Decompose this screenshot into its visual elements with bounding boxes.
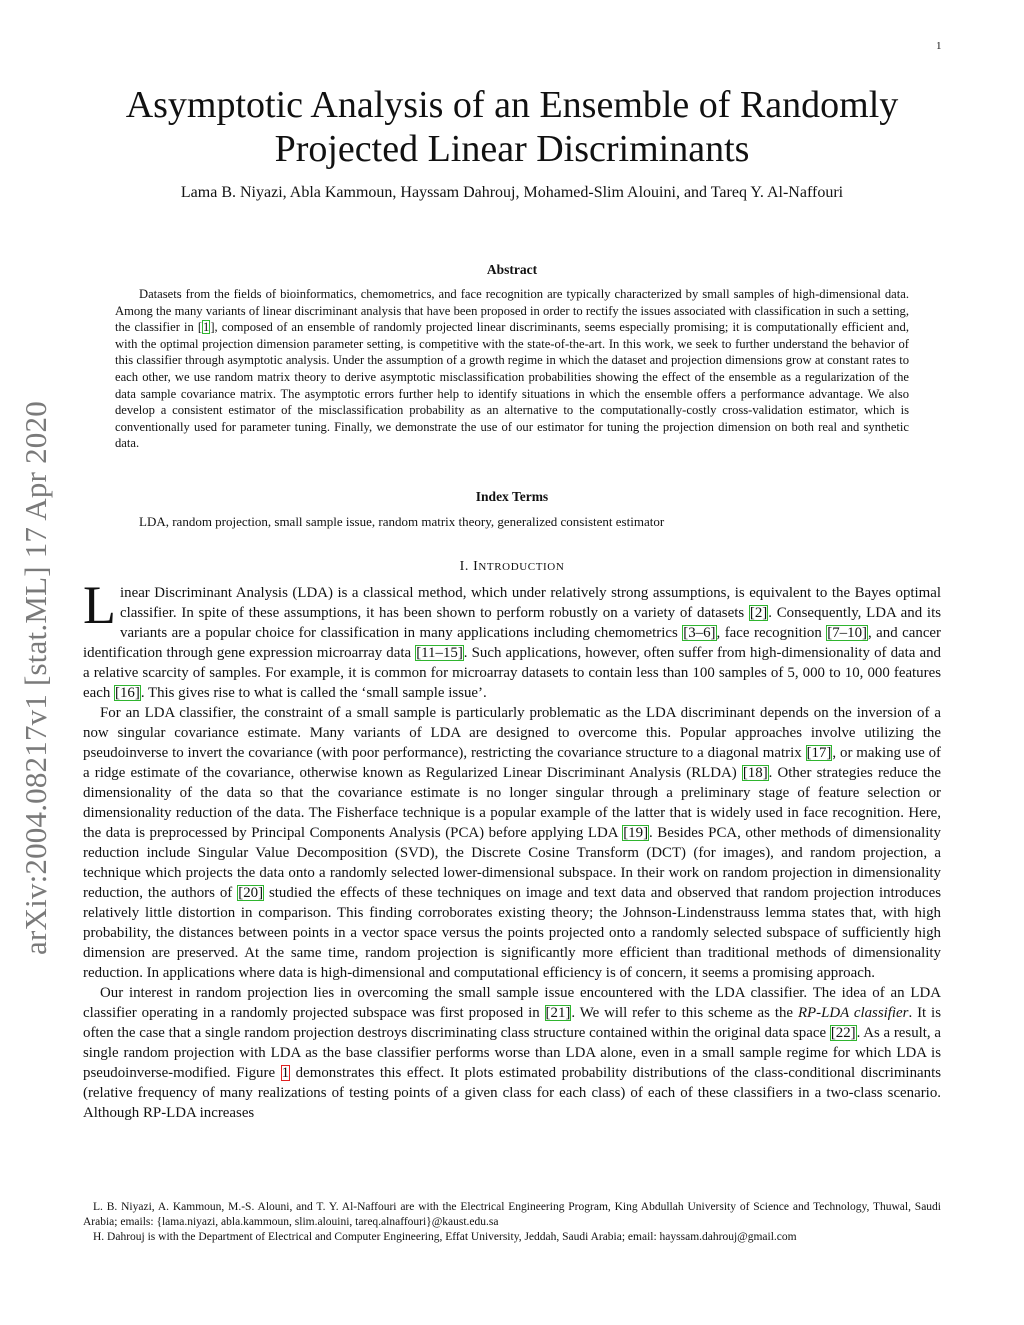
intro-paragraph-1 xyxy=(83,575,942,703)
drop-cap: L xyxy=(83,575,116,635)
index-terms-heading: Index Terms xyxy=(475,489,549,504)
footnote-affiliation-1: L. B. Niyazi, A. Kammoun, M.-S. Alouni, and T. Y. Al-Naffouri are with the Electrical Engineering Program, King Abdullah University of Science and Technology, Thuwal, Saudi Arabia; emails: {lama.niyazi, abla.kammoun, slim.alouini, tareq.alnaffouri}@kaust.edu.sa xyxy=(83,1201,941,1228)
citation-link[interactable]: [17] xyxy=(806,745,832,761)
citation-link[interactable]: 1 xyxy=(203,320,210,335)
arxiv-identifier-stamp[interactable]: arXiv:2004.08217v1 [stat.ML] 17 Apr 2020 xyxy=(18,401,53,955)
abstract-text-part: ], composed of an ensemble of randomly projected linear discriminants, seems especially promising; it is computationally efficient and, with the optimal projection dimension parameter setting, is competitive with the state-of-the-art. In this work, we seek to further understand the behavior of this classifier through asymptotic analysis. Under the assumption of a growth regime in which the dataset and projection dimensions grow at constant rates to each other, we use random matrix theory to derive asymptotic misclassification probabilities showing the effect of the ensemble as a regularization of the data sample covariance matrix. The asymptotic errors further help to identify situations in which the ensemble offers a performance advantage. We also develop a consistent estimator of the misclassification probability as an alternative to the computationally-costly cross-validation estimator, which is conventionally used for parameter tuning. Finally, we demonstrate the use of our estimator for tuning the projection dimension on both real and synthetic data. xyxy=(115,320,909,451)
intro-paragraph-3 xyxy=(83,983,941,1123)
paragraph-text: Our interest in random projection lies in overcoming the small sample issue encountered with the LDA classifier. The idea of an LDA classifier operating in a randomly projected subspace was first proposed in xyxy=(83,985,941,1021)
title-line-2: Projected Linear Discriminants xyxy=(274,128,750,170)
citation-link[interactable]: [3–6] xyxy=(683,625,716,641)
paragraph-text: . Such applications, however, often suffer from high-dimensionality of data and a relative scarcity of samples. For example, it is common for microarray datasets to contain less than 100 samples of 5, 000 to 10, 000 features each xyxy=(83,645,941,701)
paragraph-text: For an LDA classifier, the constraint of a small sample is particularly problematic as the LDA discriminant depends on the inversion of a now singular covariance estimate. Many variants of LDA are designed to overcome this. Popular approaches involve utilizing the pseudoinverse to invert the covariance (with poor performance), restricting the covariance structure to a diagonal matrix xyxy=(83,705,941,761)
citation-link[interactable]: [21] xyxy=(545,1005,571,1021)
emphasized-term: RP-LDA classifier xyxy=(797,1005,909,1021)
citation-link[interactable]: [11–15] xyxy=(416,645,463,661)
intro-paragraph-2 xyxy=(83,703,941,983)
citation-link[interactable]: [20] xyxy=(238,885,264,901)
title-line-1: Asymptotic Analysis of an Ensemble of Randomly xyxy=(125,84,899,126)
abstract-body xyxy=(115,286,909,452)
paragraph-text: . It is often the case that a single random projection destroys discriminating class structure contained within the original data space xyxy=(83,1005,941,1041)
section-head-smallcaps: NTRODUCTION xyxy=(478,561,565,573)
paragraph-text: . Other strategies reduce the dimensionality of the data so that the covariance estimate is no longer singular through a preliminary stage of feature selection or dimensionality reduction of the data. The Fisherface technique is a popular example of the latter that is widely used in face recognition. Here, the data is preprocessed by Principal Components Analysis (PCA) before applying LDA xyxy=(83,765,941,841)
page-number: 1 xyxy=(936,40,942,52)
footnotes xyxy=(83,1200,941,1245)
paragraph-text: inear Discriminant Analysis (LDA) is a classical method, which under relatively strong assumptions, is equivalent to the Bayes optimal classifier. In spite of these assumptions, it has been shown to perform robustly on a variety of datasets xyxy=(120,585,941,621)
paragraph-text: demonstrates this effect. It plots estimated probability distributions of the class-conditional discriminants (relative frequency of many realizations of testing points of a given class for each class) of each of these classifiers in a two-class scenario. Although RP-LDA increases xyxy=(83,1065,941,1121)
figure-reference-link[interactable]: 1 xyxy=(281,1065,290,1081)
paragraph-text: , or making use of a ridge estimate of the covariance, otherwise known as Regularized Linear Discriminant Analysis (RLDA) xyxy=(83,745,942,781)
paragraph-text: . This gives rise to what is called the ‘small sample issue’. xyxy=(140,685,487,701)
paragraph-text: studied the effects of these techniques on image and text data and observed that random projection introduces relatively little distortion in comparison. This finding corroborates existing theory; the Johnson-Lindenstrauss lemma states that, with high probability, the distances between points in a vector space versus the points projected onto a randomly selected subspace of sufficiently high dimension are preserved. At the same time, random projection is significantly more efficient than traditional methods of dimensionality reduction. In applications where data is high-dimensional and computational efficiency is of concern, it seems a promising approach. xyxy=(83,885,942,981)
section-head-cap: I xyxy=(473,559,479,574)
citation-link[interactable]: [16] xyxy=(115,685,140,701)
section-number: I. xyxy=(459,559,474,574)
paragraph-text: . As a result, a single random projection with LDA as the base classifier performs worse than LDA alone, even in a small sample regime for which LDA is pseudoinverse-modified. Figure xyxy=(83,1025,941,1081)
paper-title xyxy=(60,83,964,171)
abstract-text-part: Datasets from the fields of bioinformatics, chemometrics, and face recognition are typically characterized by small samples of high-dimensional data. Among the many variants of linear discriminant analysis that have been proposed in order to rectify the issues associated with classification in such a setting, the classifier in [ xyxy=(115,287,909,335)
citation-link[interactable]: [18] xyxy=(742,765,768,781)
citation-link[interactable]: [22] xyxy=(830,1025,856,1041)
introduction-heading xyxy=(60,559,964,575)
citation-link[interactable]: [2] xyxy=(749,605,768,621)
footnote-affiliation-2: H. Dahrouj is with the Department of Electrical and Computer Engineering, Effat University, Jeddah, Saudi Arabia; email: hayssam.dahrouj@gmail.com xyxy=(93,1231,797,1243)
introduction-body xyxy=(83,575,942,1123)
paragraph-text: . We will refer to this scheme as the xyxy=(571,1005,798,1021)
abstract-heading: Abstract xyxy=(486,262,538,277)
author-list: Lama B. Niyazi, Abla Kammoun, Hayssam Dahrouj, Mohamed-Slim Alouini, and Tareq Y. Al-Naffouri xyxy=(180,184,844,201)
citation-link[interactable]: [19] xyxy=(623,825,649,841)
paragraph-text: . Besides PCA, other methods of dimensionality reduction include Singular Value Decomposition (SVD), the Discrete Cosine Transform (DCT) (for images), and random projection, a technique which projects the data onto a randomly selected lower-dimensional subspace. In their work on random projection in dimensionality reduction, the authors of xyxy=(83,825,941,901)
paragraph-text: . Consequently, LDA and its variants are a popular choice for classification in many applications including chemometrics xyxy=(120,605,942,641)
index-terms-text: LDA, random projection, small sample issue, random matrix theory, generalized consistent estimator xyxy=(139,514,665,529)
paragraph-text: , face recognition xyxy=(716,625,827,641)
citation-link[interactable]: [7–10] xyxy=(827,625,867,641)
paragraph-text: , and cancer identification through gene expression microarray data xyxy=(83,625,941,661)
